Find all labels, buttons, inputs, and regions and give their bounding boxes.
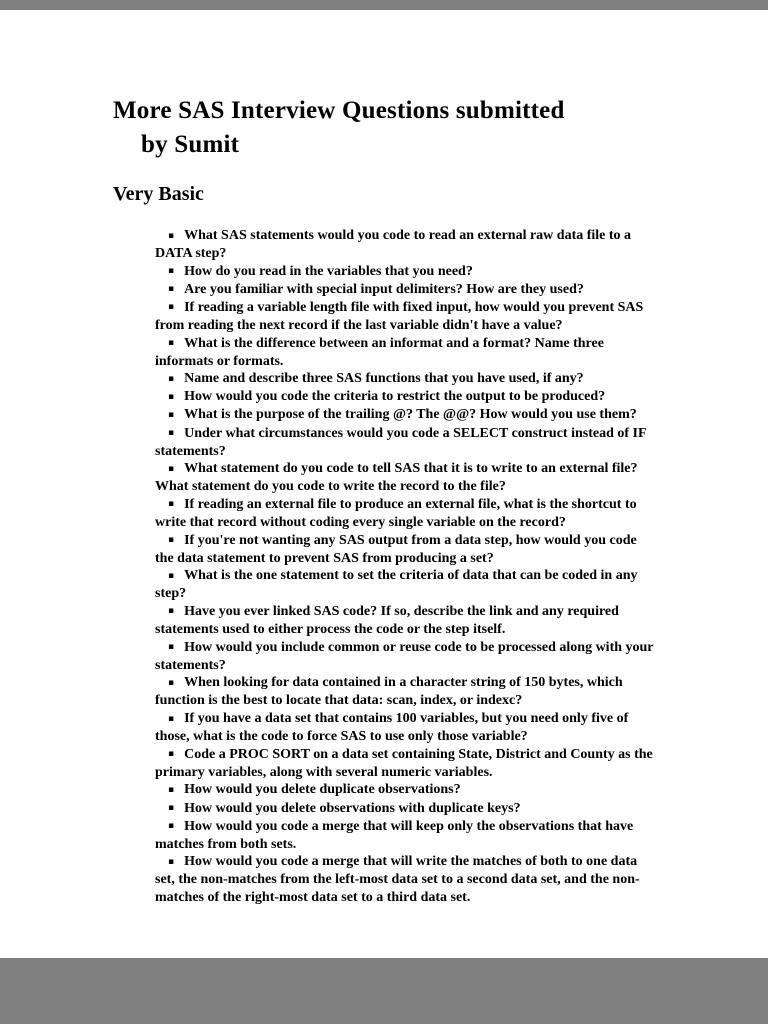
question-list	[155, 227, 657, 907]
list-item	[155, 460, 657, 496]
question-text: What is the purpose of the trailing @? The @@? How would you use them?	[184, 407, 637, 423]
bullet-icon: ▪	[168, 677, 175, 688]
bullet-icon: ▪	[168, 463, 175, 474]
bullet-icon: ▪	[168, 338, 175, 349]
list-item	[155, 532, 657, 568]
list-item	[155, 388, 657, 406]
list-item	[155, 406, 657, 424]
list-item	[155, 800, 657, 818]
question-text: What SAS statements would you code to read an external raw data file to a DATA step?	[155, 228, 632, 262]
question-text: How would you code the criteria to restrict the output to be produced?	[184, 389, 606, 405]
list-item	[155, 639, 657, 675]
question-text: Name and describe three SAS functions that you have used, if any?	[184, 371, 584, 387]
bullet-icon: ▪	[168, 499, 175, 510]
bullet-icon: ▪	[168, 391, 175, 402]
list-item	[155, 603, 657, 639]
question-text: What is the one statement to set the criteria of data that can be coded in any step?	[155, 568, 638, 602]
bullet-icon: ▪	[168, 266, 175, 277]
title-line-1: More SAS Interview Questions submitted	[113, 97, 565, 124]
title-line-2: by Sumit	[141, 131, 240, 158]
list-item	[155, 746, 657, 782]
question-text: If you have a data set that contains 100 variables, but you need only five of those, what is the code to force SAS to use only those variable?	[155, 711, 629, 745]
list-item	[155, 567, 657, 603]
list-item	[155, 227, 657, 263]
question-text: How would you include common or reuse code to be processed along with your statements?	[155, 639, 654, 673]
list-item	[155, 263, 657, 281]
list-item	[155, 710, 657, 746]
question-text: How do you read in the variables that you need?	[184, 263, 473, 279]
bullet-icon: ▪	[168, 373, 175, 384]
question-text: Are you familiar with special input delimiters? How are they used?	[184, 281, 584, 297]
question-text: How would you delete duplicate observations?	[184, 782, 461, 798]
list-item	[155, 818, 657, 854]
list-item	[155, 425, 657, 461]
bullet-icon: ▪	[168, 803, 175, 813]
question-text: If reading an external file to produce an external file, what is the shortcut to write that record without coding every single variable on the record?	[155, 496, 637, 530]
question-text: How would you code a merge that will keep only the observations that have matches from both sets.	[155, 818, 634, 852]
list-item	[155, 781, 657, 799]
list-item	[155, 496, 657, 532]
question-text: Code a PROC SORT on a data set containing State, District and County as the primary variables, along with several numeric variables.	[155, 746, 653, 780]
list-item	[155, 674, 657, 710]
question-text: Under what circumstances would you code a SELECT construct instead of IF statements?	[155, 425, 647, 459]
bullet-icon: ▪	[168, 428, 175, 439]
question-text: When looking for data contained in a character string of 150 bytes, which function is the best to locate that data: scan, index, or indexc?	[155, 675, 623, 709]
question-text: What is the difference between an informat and a format? Name three informats or formats.	[155, 335, 604, 369]
list-item	[155, 281, 657, 299]
question-text: If you're not wanting any SAS output from a data step, how would you code the data statement to prevent SAS from producing a set?	[155, 532, 637, 566]
document-title	[113, 94, 768, 162]
document-page	[0, 10, 768, 958]
question-text: If reading a variable length file with fixed input, how would you prevent SAS from reading the next record if the last variable didn't have a value?	[155, 299, 644, 333]
bullet-icon: ▪	[168, 821, 175, 832]
question-text: How would you delete observations with duplicate keys?	[184, 800, 521, 816]
question-text: What statement do you code to tell SAS that it is to write to an external file? What statement do you code to write the record to the file?	[155, 461, 638, 495]
bullet-icon: ▪	[168, 606, 175, 617]
question-text: How would you code a merge that will write the matches of both to one data set, the non-matches from the left-most data set to a second data set, and the non-matches of the right-most data set to a third data set.	[155, 854, 640, 905]
section-heading: Very Basic	[113, 183, 204, 205]
bullet-icon: ▪	[168, 856, 175, 867]
question-text: Have you ever linked SAS code? If so, describe the link and any required statements used to either process the code or the step itself.	[155, 603, 619, 638]
bullet-icon: ▪	[168, 749, 175, 760]
list-item	[155, 335, 657, 371]
bullet-icon: ▪	[168, 302, 175, 313]
bullet-icon: ▪	[168, 409, 175, 420]
bullet-icon: ▪	[168, 535, 175, 546]
bullet-icon: ▪	[168, 642, 175, 653]
bullet-icon: ▪	[168, 570, 175, 581]
list-item	[155, 853, 657, 906]
list-item	[155, 370, 657, 388]
bullet-icon: ▪	[168, 713, 175, 724]
list-item	[155, 299, 657, 335]
bullet-icon: ▪	[168, 784, 175, 795]
bullet-icon: ▪	[168, 284, 175, 295]
bullet-icon: ▪	[168, 230, 175, 241]
